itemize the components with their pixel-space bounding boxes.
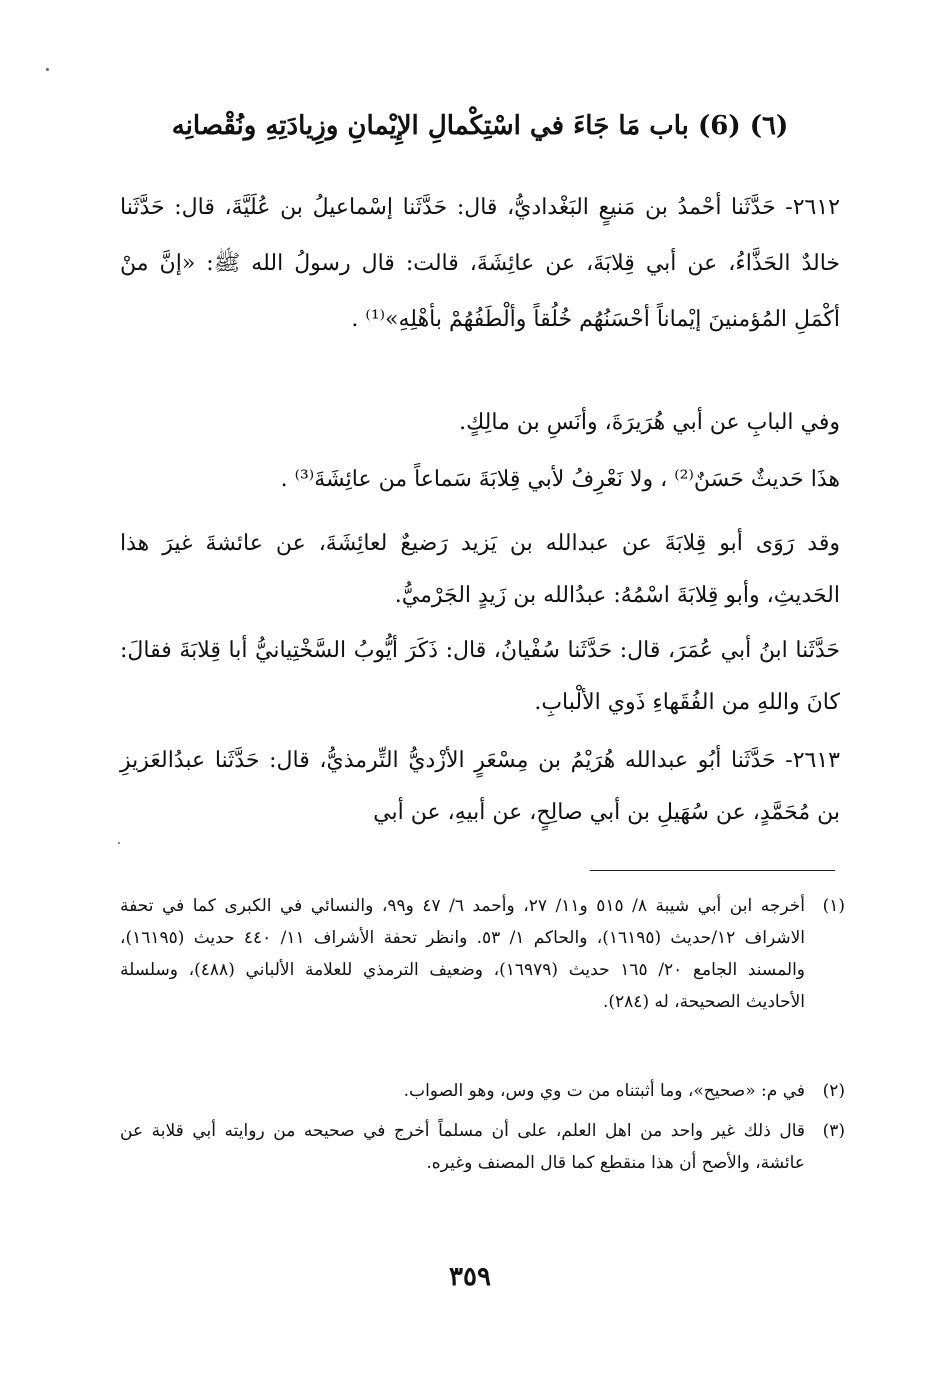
hadith-grade (120, 455, 840, 505)
page-number: ٣٥٩ (449, 1262, 491, 1292)
footnote-2 (120, 1075, 845, 1107)
footnote-1 (120, 890, 845, 1018)
scan-speck (118, 842, 120, 844)
footnote-3-mark: (٣) (822, 1121, 845, 1141)
ayyub-note (120, 625, 840, 729)
hadith-2613-text: ٢٦١٣- حَدَّثَنا أبُو عبدالله هُرَيْمُ بن مِسْعَرٍ الأزْديُّ التِّرمذيُّ، قال: حَدَّثَنا عبدُالعَزيزِ بن مُحَمَّدٍ، عن سُهَيلِ بن أبي صالِحٍ، عن أبيهِ، عن أبي (120, 748, 840, 825)
footnote-1-mark: (١) (822, 896, 845, 916)
hadith-2612 (120, 180, 840, 348)
scan-speck (46, 68, 49, 71)
narration-note (120, 518, 840, 622)
chapter-title: (٦) (6) باب مَا جَاءَ في اسْتِكْمالِ الإِيْمانِ وزِيادَتِهِ ونُقْصانِه (171, 111, 789, 141)
hadith-2612-text: ٢٦١٢- حَدَّثَنا أحْمدُ بن مَنيعٍ البَغْداديُّ، قال: حَدَّثَنا إسْماعيلُ بن عُلَيَّةَ، قال: حَدَّثَنا خالدٌ الحَذَّاءُ، عن أبي قِلابَةَ، عن عائِشَةَ، قالت: قال رسولُ الله ﷺ: «إنَّ منْ أكْمَلِ المُؤمنينَ إيْماناً أحْسَنُهُم خُلُقاً وألْطَفُهُمْ بأهْلِهِ»⁽¹⁾ . (120, 195, 841, 332)
footnote-2-text: في م: «صحيح»، وما أثبتناه من ت وي وس، وهو الصواب. (403, 1081, 805, 1101)
related-narrations (120, 398, 840, 448)
ayyub-note-text: حَدَّثَنا ابنُ أبي عُمَرَ، قال: حَدَّثَنا سُفْيانُ، قال: ذَكَرَ أيُّوبُ السَّخْتِيانيُّ أبا قِلابَةَ فقالَ: كانَ واللهِ من الفُقَهاءِ ذَوي الألْبابِ. (120, 638, 840, 715)
related-narrations-text: وفي البابِ عن أبي هُرَيرَةَ، وأنَسِ بن مالِكٍ. (459, 410, 840, 435)
narration-note-text: وقد رَوَى أبو قِلابَةَ عن عبدالله بن يَزيد رَضيعٌ لعائِشَةَ، عن عائشةَ غيرَ هذا الحَديثِ، وأبو قِلابَةَ اسْمُهُ: عبدُالله بن زَيدٍ الجَرْميُّ. (120, 531, 840, 608)
footnote-3 (120, 1115, 845, 1179)
hadith-grade-text: هذَا حَديثٌ حَسَنٌ⁽²⁾ ، ولا نَعْرِفُ لأبي قِلابَةَ سَماعاً من عائِشَةَ⁽³⁾ . (280, 467, 840, 492)
footnote-divider (590, 870, 835, 871)
footnote-1-text: أخرجه ابن أبي شيبة ٨/ ٥١٥ و١١/ ٢٧، وأحمد ٦/ ٤٧ و٩٩، والنسائي في الكبرى كما في تحفة الاشراف ١٢/حديث (١٦١٩٥)، والحاكم ١/ ٥٣. وانظر تحفة الأشراف ١١/ ٤٤٠ حديث (١٦١٩٥)، والمسند الجامع ٢٠/ ١٦٥ حديث (١٦٩٧٩)، وضعيف الترمذي للعلامة الألباني (٤٨٨)، وسلسلة الأحاديث الصحيحة، له (٢٨٤). (120, 896, 806, 1012)
footnote-3-text: قال ذلك غير واحد من اهل العلم، على أن مسلماً أخرج في صحيحه من روايته أبي قلابة عن عائشة، والأصح أن هذا منقطع كما قال المصنف وغيره. (120, 1121, 805, 1173)
footnote-2-mark: (٢) (822, 1081, 845, 1101)
hadith-2613 (120, 735, 840, 839)
